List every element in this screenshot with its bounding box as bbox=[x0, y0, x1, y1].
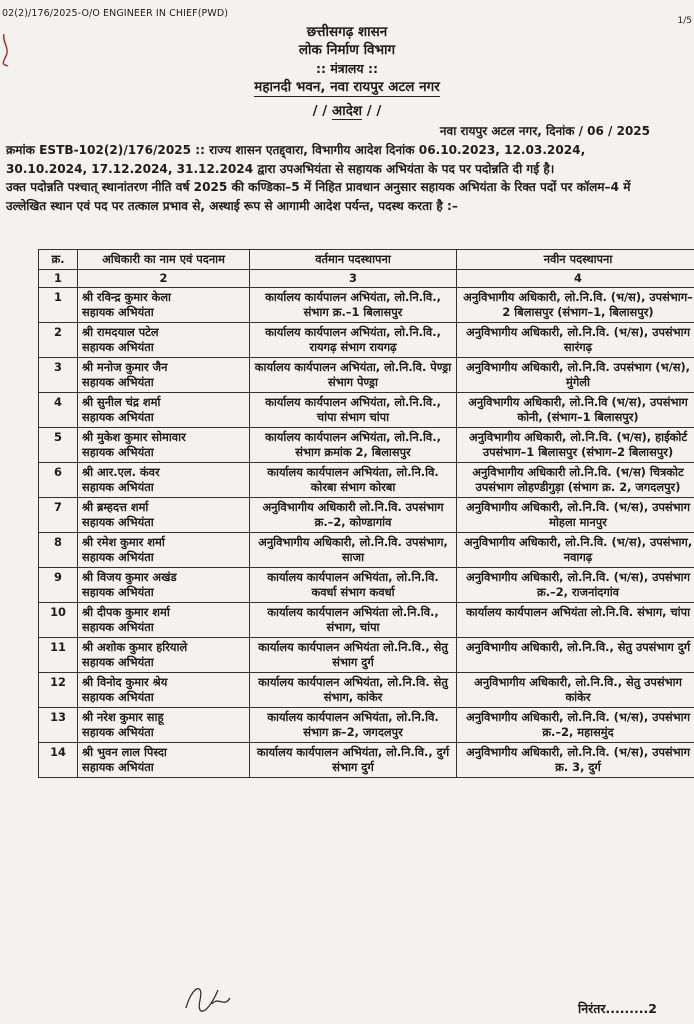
new-posting: अनुविभागीय अधिकारी, लो.नि.वि (भ/स), उपसंभाग कोनी, (संभाग–1 बिलासपुर) bbox=[468, 395, 688, 424]
cell-serial bbox=[39, 288, 78, 323]
cell-officer bbox=[78, 673, 250, 708]
current-posting: कार्यालय कार्यपालन अभियंता लो.नि.वि., सेतु संभाग दुर्ग bbox=[258, 640, 448, 669]
table-row bbox=[39, 533, 694, 568]
signature-scribble bbox=[178, 978, 238, 1018]
order-title-prefix: / / bbox=[312, 103, 328, 119]
table-body bbox=[39, 288, 694, 778]
cell-current-posting bbox=[250, 603, 457, 638]
officer-name: श्री ब्रम्हदत्त शर्मा bbox=[82, 500, 149, 514]
cell-new-posting bbox=[457, 323, 694, 358]
new-posting: अनुविभागीय अधिकारी, लो.नि.वि., सेतु उपसंभाग दुर्ग bbox=[465, 640, 691, 654]
cell-current-posting bbox=[250, 463, 457, 498]
cell-new-posting bbox=[457, 393, 694, 428]
officer-name: श्री भुवन लाल पिस्दा bbox=[82, 745, 167, 759]
header-officer: अधिकारी का नाम एवं पदनाम bbox=[78, 250, 250, 270]
serial-number: 4 bbox=[54, 395, 62, 409]
cell-officer bbox=[78, 498, 250, 533]
cell-current-posting bbox=[250, 533, 457, 568]
officer-designation: सहायक अभियंता bbox=[82, 480, 154, 494]
cell-officer bbox=[78, 323, 250, 358]
serial-number: 12 bbox=[50, 675, 66, 689]
office-address-text: महानदी भवन, नवा रायपुर अटल नगर bbox=[254, 79, 440, 95]
serial-number: 6 bbox=[54, 465, 62, 479]
officer-designation: सहायक अभियंता bbox=[82, 515, 154, 529]
current-posting: कार्यालय कार्यपालन अभियंता, लो.नि.वि., चांपा संभाग चांपा bbox=[265, 395, 441, 424]
cell-new-posting bbox=[457, 463, 694, 498]
table-row bbox=[39, 428, 694, 463]
cell-current-posting bbox=[250, 358, 457, 393]
table-row bbox=[39, 673, 694, 708]
table-row bbox=[39, 603, 694, 638]
cell-new-posting bbox=[457, 358, 694, 393]
cell-serial bbox=[39, 358, 78, 393]
order-title-text: आदेश bbox=[331, 103, 363, 119]
current-posting: कार्यालय कार्यपालन अभियंता, लो.नि.वि., रायगढ़ संभाग रायगढ़ bbox=[265, 325, 441, 354]
office-address bbox=[0, 77, 694, 95]
order-title-suffix: / / bbox=[366, 103, 382, 119]
table-row bbox=[39, 463, 694, 498]
cell-new-posting bbox=[457, 638, 694, 673]
current-posting: कार्यालय कार्यपालन अभियंता, लो.नि.वि. संभाग क्र–2, जगदलपुर bbox=[267, 710, 439, 739]
officer-name: श्री रविन्द्र कुमार केला bbox=[82, 290, 172, 304]
reference-line: 02(2)/176/2025-O/O ENGINEER IN CHIEF(PWD) bbox=[2, 8, 229, 19]
table-row bbox=[39, 638, 694, 673]
header-new-posting: नवीन पदस्थापना bbox=[457, 250, 694, 270]
table-row bbox=[39, 288, 694, 323]
cell-current-posting bbox=[250, 393, 457, 428]
order-paragraph-1: क्रमांक ESTB-102(2)/176/2025 :: राज्य शासन एतद्द्वारा, विभागीय आदेश दिनांक 06.10.2023, 12.03.2024, 30.10.2024, 17.12.2024, 31.12.2024 द्वारा उपअभियंता से सहायक अभियंता के पद पर पदोन्नति दी गई है। bbox=[6, 143, 586, 176]
officer-name: श्री अशोक कुमार हरियाले bbox=[82, 640, 188, 654]
cell-serial bbox=[39, 603, 78, 638]
cell-officer bbox=[78, 428, 250, 463]
cell-current-posting bbox=[250, 428, 457, 463]
cell-serial bbox=[39, 533, 78, 568]
cell-new-posting bbox=[457, 288, 694, 323]
officer-name: श्री विनोद कुमार श्रेय bbox=[82, 675, 168, 689]
current-posting: कार्यालय कार्यपालन अभियंता, लो.नि.वि., संभाग क्र.–1 बिलासपुर bbox=[265, 290, 441, 319]
cell-current-posting bbox=[250, 498, 457, 533]
order-paragraph-2: उक्त पदोन्नति पश्चात् स्थानांतरण नीति वर्ष 2025 की कण्डिका–5 में निहित प्रावधान अनुसार सहायक अभियंता के रिक्त पदों पर कॉलम–4 में उल्लेखित स्थान एवं पद पर तत्काल प्रभाव से, अस्थाई रूप से आगामी आदेश पर्यन्त, पदस्थ करता है :– bbox=[6, 180, 631, 213]
current-posting: कार्यालय कार्यपालन अभियंता, लो.नि.वि. कवर्धा संभाग कवर्धा bbox=[267, 570, 439, 599]
table-row bbox=[39, 568, 694, 603]
cell-serial bbox=[39, 708, 78, 743]
current-posting: कार्यालय कार्यपालन अभियंता, लो.नि.वि. कोरबा संभाग कोरबा bbox=[267, 465, 439, 494]
cell-officer bbox=[78, 533, 250, 568]
column-number: 1 bbox=[39, 270, 78, 288]
officer-name: श्री आर.एल. कंवर bbox=[82, 465, 160, 479]
cell-serial bbox=[39, 498, 78, 533]
new-posting: अनुविभागीय अधिकारी, लो.नि.वि. (भ/स), उपसंभाग क्र.–2, महासमुंद bbox=[466, 710, 690, 739]
cell-officer bbox=[78, 708, 250, 743]
cell-serial bbox=[39, 393, 78, 428]
column-number: 4 bbox=[457, 270, 694, 288]
serial-number: 1 bbox=[54, 290, 62, 304]
officer-designation: सहायक अभियंता bbox=[82, 410, 154, 424]
new-posting: अनुविभागीय अधिकारी, लो.नि.वि. (भ/स), उपसंभाग क्र.–2, राजनांदगांव bbox=[466, 570, 690, 599]
new-posting: अनुविभागीय अधिकारी लो.नि.वि. (भ/स) चित्रकोट उपसंभाग लोहण्डीगुड़ा (संभाग क्र. 2, जगदलपुर) bbox=[472, 465, 684, 494]
column-number: 3 bbox=[250, 270, 457, 288]
serial-number: 2 bbox=[54, 325, 62, 339]
officer-name: श्री मुकेश कुमार सोमावार bbox=[82, 430, 186, 444]
column-number-row bbox=[39, 270, 694, 288]
officer-name: श्री रामदयाल पटेल bbox=[82, 325, 159, 339]
officer-name: श्री विजय कुमार अखंड bbox=[82, 570, 177, 584]
cell-officer bbox=[78, 288, 250, 323]
cell-serial bbox=[39, 463, 78, 498]
cell-current-posting bbox=[250, 323, 457, 358]
officer-designation: सहायक अभियंता bbox=[82, 585, 154, 599]
cell-officer bbox=[78, 393, 250, 428]
current-posting: कार्यालय कार्यपालन अभियंता, लो.नि.वि., संभाग क्रमांक 2, बिलासपुर bbox=[265, 430, 441, 459]
cell-serial bbox=[39, 568, 78, 603]
header-current-posting: वर्तमान पदस्थापना bbox=[250, 250, 457, 270]
officer-designation: सहायक अभियंता bbox=[82, 550, 154, 564]
current-posting: अनुविभागीय अधिकारी लो.नि.वि. उपसंभाग क्र.–2, कोण्डागांव bbox=[262, 500, 444, 529]
new-posting: कार्यालय कार्यपालन अभियंता लो.नि.वि. संभाग, चांपा bbox=[465, 605, 691, 619]
continued-note: निरंतर.........2 bbox=[578, 1001, 657, 1016]
cell-officer bbox=[78, 603, 250, 638]
new-posting: अनुविभागीय अधिकारी, लो.नि.वि. उपसंभाग (भ/स), मुंगेली bbox=[466, 360, 690, 389]
current-posting: कार्यालय कार्यपालन अभियंता, लो.नि.वि. पेण्ड्रा संभाग पेण्ड्रा bbox=[254, 360, 452, 389]
table-row bbox=[39, 498, 694, 533]
officer-name: श्री मनोज कुमार जैन bbox=[82, 360, 168, 374]
cell-new-posting bbox=[457, 428, 694, 463]
table-row bbox=[39, 393, 694, 428]
serial-number: 13 bbox=[50, 710, 66, 724]
officer-designation: सहायक अभियंता bbox=[82, 445, 154, 459]
cell-officer bbox=[78, 463, 250, 498]
cell-new-posting bbox=[457, 533, 694, 568]
cell-officer bbox=[78, 358, 250, 393]
table-row bbox=[39, 708, 694, 743]
new-posting: अनुविभागीय अधिकारी, लो.नि.वि. (भ/स), उपसंभाग, नवागढ़ bbox=[463, 535, 693, 564]
cell-officer bbox=[78, 743, 250, 778]
table-row bbox=[39, 358, 694, 393]
new-posting: अनुविभागीय अधिकारी, लो.नि.वि. (भ/स), उपसंभाग मोहला मानपुर bbox=[466, 500, 690, 529]
cell-current-posting bbox=[250, 673, 457, 708]
cell-current-posting bbox=[250, 288, 457, 323]
officer-name: श्री दीपक कुमार शर्मा bbox=[82, 605, 170, 619]
cell-new-posting bbox=[457, 708, 694, 743]
serial-number: 11 bbox=[50, 640, 66, 654]
cell-current-posting bbox=[250, 743, 457, 778]
table-header-row bbox=[39, 250, 694, 270]
serial-number: 9 bbox=[54, 570, 62, 584]
table-row bbox=[39, 743, 694, 778]
officer-designation: सहायक अभियंता bbox=[82, 690, 154, 704]
ministry-label: :: मंत्रालय :: bbox=[315, 61, 379, 76]
serial-number: 5 bbox=[54, 430, 62, 444]
current-posting: अनुविभागीय अधिकारी, लो.नि.वि. उपसंभाग, साजा bbox=[258, 535, 448, 564]
new-posting: अनुविभागीय अधिकारी, लो.नि.वि. (भ/स), उपसंभाग क्र. 3, दुर्ग bbox=[466, 745, 690, 774]
cell-serial bbox=[39, 673, 78, 708]
new-posting: अनुविभागीय अधिकारी, लो.नि.वि. (भ/स), उपसंभाग सारंगढ़ bbox=[466, 325, 690, 354]
cell-new-posting bbox=[457, 743, 694, 778]
officer-designation: सहायक अभियंता bbox=[82, 655, 154, 669]
cell-serial bbox=[39, 428, 78, 463]
serial-number: 14 bbox=[50, 745, 66, 759]
cell-new-posting bbox=[457, 603, 694, 638]
column-number: 2 bbox=[78, 270, 250, 288]
current-posting: कार्यालय कार्यपालन अभियंता, लो.नि.वि. सेतु संभाग, कांकेर bbox=[258, 675, 448, 704]
cell-new-posting bbox=[457, 498, 694, 533]
cell-officer bbox=[78, 638, 250, 673]
officer-name: श्री सुनील चंद्र शर्मा bbox=[82, 395, 161, 409]
order-title bbox=[0, 101, 694, 119]
serial-number: 10 bbox=[50, 605, 66, 619]
cell-serial bbox=[39, 323, 78, 358]
new-posting: अनुविभागीय अधिकारी, लो.नि.वि. (भ/स), हाईकोर्ट उपसंभाग–1 बिलासपुर (संभाग–2 बिलासपुर) bbox=[468, 430, 688, 459]
government-name: छत्तीसगढ़ शासन bbox=[306, 24, 388, 40]
corner-mark: 1/5 bbox=[677, 16, 692, 26]
new-posting: अनुविभागीय अधिकारी, लो.नि.वि., सेतु उपसंभाग कांकेर bbox=[474, 675, 682, 704]
posting-table bbox=[38, 249, 694, 778]
new-posting: अनुविभागीय अधिकारी, लो.नि.वि. (भ/स), उपसंभाग–2 बिलासपुर (संभाग–1, बिलासपुर) bbox=[463, 290, 693, 319]
current-posting: कार्यालय कार्यपालन अभियंता, लो.नि.वि., दुर्ग संभाग दुर्ग bbox=[256, 745, 450, 774]
current-posting: कार्यालय कार्यपालन अभियंता लो.नि.वि., संभाग, चांपा bbox=[267, 605, 439, 634]
officer-designation: सहायक अभियंता bbox=[82, 340, 154, 354]
officer-name: श्री नरेश कुमार साहू bbox=[82, 710, 164, 724]
officer-designation: सहायक अभियंता bbox=[82, 725, 154, 739]
cell-officer bbox=[78, 568, 250, 603]
officer-designation: सहायक अभियंता bbox=[82, 375, 154, 389]
table-row bbox=[39, 323, 694, 358]
officer-designation: सहायक अभियंता bbox=[82, 760, 154, 774]
header-serial: क्र. bbox=[39, 250, 78, 270]
officer-designation: सहायक अभियंता bbox=[82, 620, 154, 634]
officer-designation: सहायक अभियंता bbox=[82, 305, 154, 319]
cell-new-posting bbox=[457, 673, 694, 708]
place-date: नवा रायपुर अटल नगर, दिनांक / 06 / 2025 bbox=[439, 124, 650, 138]
department-name: लोक निर्माण विभाग bbox=[298, 42, 396, 58]
serial-number: 3 bbox=[54, 360, 62, 374]
cell-current-posting bbox=[250, 638, 457, 673]
cell-serial bbox=[39, 638, 78, 673]
cell-current-posting bbox=[250, 568, 457, 603]
cell-current-posting bbox=[250, 708, 457, 743]
officer-name: श्री रमेश कुमार शर्मा bbox=[82, 535, 165, 549]
serial-number: 8 bbox=[54, 535, 62, 549]
serial-number: 7 bbox=[54, 500, 62, 514]
cell-serial bbox=[39, 743, 78, 778]
cell-new-posting bbox=[457, 568, 694, 603]
